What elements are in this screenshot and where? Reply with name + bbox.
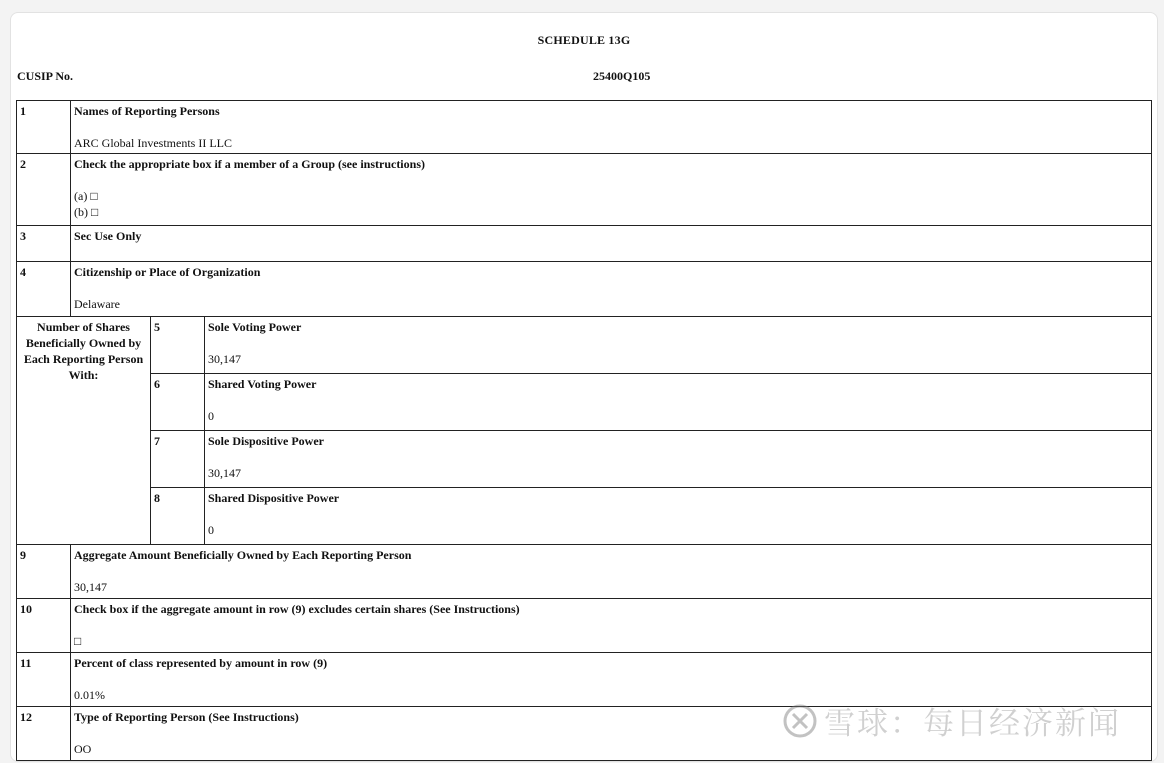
row-number: 5 xyxy=(151,317,205,374)
row-number: 9 xyxy=(17,545,71,599)
row-label: Type of Reporting Person (See Instructions) xyxy=(74,710,299,724)
row-value: 0 xyxy=(208,523,214,537)
row-8 xyxy=(17,488,1152,545)
row-content xyxy=(205,488,1152,545)
row-10 xyxy=(17,599,1152,653)
document-title: SCHEDULE 13G xyxy=(537,33,631,47)
row-value: OO xyxy=(74,742,92,756)
row-1 xyxy=(17,101,1152,154)
row-9 xyxy=(17,545,1152,599)
excludes-shares-checkbox[interactable]: □ xyxy=(74,634,82,648)
row-label: Names of Reporting Persons xyxy=(74,104,220,118)
row-3 xyxy=(17,226,1152,262)
row-content xyxy=(71,154,1152,226)
row-label: Check the appropriate box if a member of a Group (see instructions) xyxy=(74,157,425,171)
row-5 xyxy=(17,317,1152,374)
cusip-label: CUSIP No. xyxy=(17,69,74,83)
row-content xyxy=(71,545,1152,599)
row-2 xyxy=(17,154,1152,226)
row-label: Check box if the aggregate amount in row (9) excludes certain shares (See Instructions) xyxy=(74,602,520,616)
row-number: 7 xyxy=(151,431,205,488)
row-value: 30,147 xyxy=(74,580,107,594)
row-label: Shared Dispositive Power xyxy=(208,491,340,505)
schedule-table xyxy=(16,100,1152,761)
row-label: Citizenship or Place of Organization xyxy=(74,265,261,279)
row-value: 30,147 xyxy=(208,352,241,366)
row-label: Shared Voting Power xyxy=(208,377,317,391)
row-number: 4 xyxy=(17,262,71,317)
row-number: 11 xyxy=(17,653,71,707)
row-content xyxy=(71,262,1152,317)
row-value: 0 xyxy=(208,409,214,423)
row-content xyxy=(71,101,1152,154)
row-label: Sole Dispositive Power xyxy=(208,434,324,448)
row-value: 0.01% xyxy=(74,688,105,702)
row-number: 10 xyxy=(17,599,71,653)
row-content xyxy=(205,431,1152,488)
row-label: Aggregate Amount Beneficially Owned by Each Reporting Person xyxy=(74,548,412,562)
row-number: 8 xyxy=(151,488,205,545)
row-value: ARC Global Investments II LLC xyxy=(74,136,232,150)
row-number: 12 xyxy=(17,707,71,761)
row-label: Sole Voting Power xyxy=(208,320,302,334)
row-value: Delaware xyxy=(74,297,120,311)
row-4 xyxy=(17,262,1152,317)
row-7 xyxy=(17,431,1152,488)
row-6 xyxy=(17,374,1152,431)
snowball-logo-icon xyxy=(782,703,818,739)
checkbox-b[interactable]: (b) □ xyxy=(74,205,99,219)
shares-owned-label: Number of Shares Beneficially Owned by Each Reporting Person With: xyxy=(17,317,151,545)
row-value: 30,147 xyxy=(208,466,241,480)
row-label: Sec Use Only xyxy=(74,229,142,243)
cusip-value: 25400Q105 xyxy=(593,69,651,83)
row-number: 1 xyxy=(17,101,71,154)
watermark xyxy=(782,698,1121,743)
document-page xyxy=(10,12,1158,762)
row-content xyxy=(71,599,1152,653)
row-label: Percent of class represented by amount in row (9) xyxy=(74,656,328,670)
checkbox-a[interactable]: (a) □ xyxy=(74,189,98,203)
row-number: 6 xyxy=(151,374,205,431)
row-content xyxy=(205,317,1152,374)
row-number: 2 xyxy=(17,154,71,226)
watermark-text: 雪球：每日经济新闻 xyxy=(824,706,1121,742)
row-number: 3 xyxy=(17,226,71,262)
row-content xyxy=(71,226,1152,262)
row-content xyxy=(205,374,1152,431)
